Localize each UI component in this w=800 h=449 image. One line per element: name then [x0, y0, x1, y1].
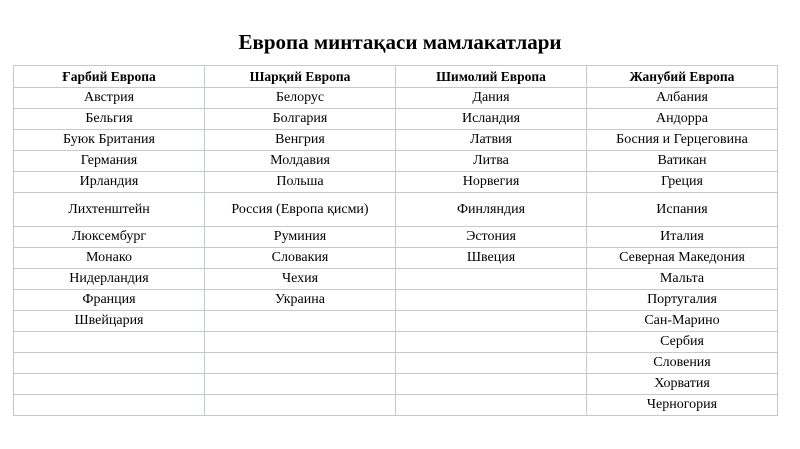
- table-cell: Польша: [205, 172, 396, 193]
- table-cell: [396, 269, 587, 290]
- table-cell: Франция: [14, 290, 205, 311]
- table-row: [14, 290, 778, 311]
- table-cell: Черногория: [587, 395, 778, 416]
- table-cell: Финляндия: [396, 193, 587, 227]
- table-cell: [14, 353, 205, 374]
- table-cell: Исландия: [396, 109, 587, 130]
- table-row: [14, 332, 778, 353]
- table-cell: Нидерландия: [14, 269, 205, 290]
- table-cell: Испания: [587, 193, 778, 227]
- table-cell: Мальта: [587, 269, 778, 290]
- header-northern-europe: Шимолий Европа: [396, 66, 587, 88]
- header-western-europe: Ғарбий Европа: [14, 66, 205, 88]
- table-row: [14, 269, 778, 290]
- page-title: Европа минтақаси мамлакатлари: [238, 30, 562, 54]
- table-cell: Швейцария: [14, 311, 205, 332]
- table-cell: [396, 332, 587, 353]
- table-row: [14, 227, 778, 248]
- table-cell: [14, 332, 205, 353]
- countries-table: [13, 65, 778, 416]
- table-cell: Эстония: [396, 227, 587, 248]
- table-cell: Буюк Британия: [14, 130, 205, 151]
- table-cell: Ирландия: [14, 172, 205, 193]
- table-cell: Австрия: [14, 88, 205, 109]
- table-cell: Швеция: [396, 248, 587, 269]
- table-cell: Португалия: [587, 290, 778, 311]
- table-cell: Греция: [587, 172, 778, 193]
- table-row: [14, 151, 778, 172]
- table-row: [14, 311, 778, 332]
- table-row: [14, 172, 778, 193]
- table-cell: Андорра: [587, 109, 778, 130]
- table-cell: Босния и Герцеговина: [587, 130, 778, 151]
- table-cell: Ватикан: [587, 151, 778, 172]
- header-southern-europe: Жанубий Европа: [587, 66, 778, 88]
- table-cell: Монако: [14, 248, 205, 269]
- table-cell: [396, 290, 587, 311]
- table-cell: Бельгия: [14, 109, 205, 130]
- table-cell: Дания: [396, 88, 587, 109]
- table-row: [14, 88, 778, 109]
- table-cell: [205, 353, 396, 374]
- table-cell: Болгария: [205, 109, 396, 130]
- table-cell: [396, 353, 587, 374]
- table-row: [14, 248, 778, 269]
- table-cell: Лихтенштейн: [14, 193, 205, 227]
- table-cell: Чехия: [205, 269, 396, 290]
- table-header-row: [14, 66, 778, 88]
- table-cell: Россия (Европа қисми): [205, 193, 396, 227]
- table-cell: Хорватия: [587, 374, 778, 395]
- table-row: [14, 395, 778, 416]
- table-cell: [14, 374, 205, 395]
- table-cell: Литва: [396, 151, 587, 172]
- table-cell: [14, 395, 205, 416]
- header-eastern-europe: Шарқий Европа: [205, 66, 396, 88]
- table-cell: Украина: [205, 290, 396, 311]
- table-cell: Молдавия: [205, 151, 396, 172]
- table-cell: Белорус: [205, 88, 396, 109]
- table-cell: Словения: [587, 353, 778, 374]
- table-row: [14, 130, 778, 151]
- table-row: [14, 193, 778, 227]
- table-row: [14, 374, 778, 395]
- table-cell: Руминия: [205, 227, 396, 248]
- table-cell: [205, 374, 396, 395]
- table-cell: [396, 374, 587, 395]
- table-cell: [205, 332, 396, 353]
- table-cell: Северная Македония: [587, 248, 778, 269]
- table-row: [14, 109, 778, 130]
- table-row: [14, 353, 778, 374]
- table-cell: [205, 395, 396, 416]
- table-cell: [396, 395, 587, 416]
- table-cell: Венгрия: [205, 130, 396, 151]
- table-cell: Латвия: [396, 130, 587, 151]
- table-cell: Италия: [587, 227, 778, 248]
- table-cell: Сан-Марино: [587, 311, 778, 332]
- table-cell: Люксембург: [14, 227, 205, 248]
- table-cell: [205, 311, 396, 332]
- table-cell: Словакия: [205, 248, 396, 269]
- table-cell: Германия: [14, 151, 205, 172]
- table-cell: Албания: [587, 88, 778, 109]
- table-cell: [396, 311, 587, 332]
- table-cell: Сербия: [587, 332, 778, 353]
- table-cell: Норвегия: [396, 172, 587, 193]
